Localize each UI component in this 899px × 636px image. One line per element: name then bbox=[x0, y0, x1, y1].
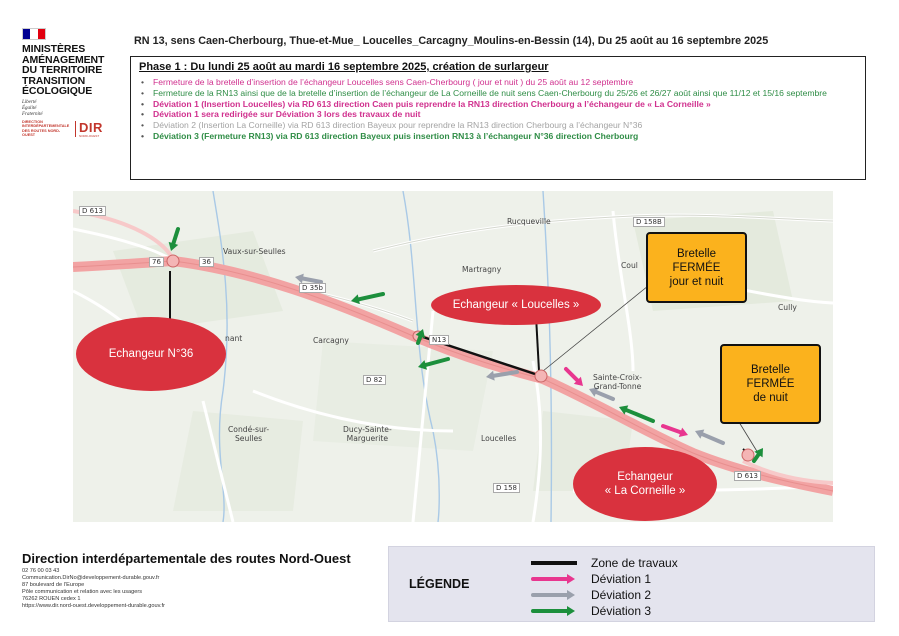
town-label-line: Seulles bbox=[234, 434, 263, 443]
legend-arrow bbox=[533, 574, 575, 584]
callout-corneille-line: Echangeur bbox=[617, 471, 673, 483]
closure-line: Bretelle bbox=[677, 247, 716, 260]
road-number: N13 bbox=[429, 335, 449, 345]
callout-loucelles: Echangeur « Loucelles » bbox=[431, 285, 601, 325]
dir-mark: DIR bbox=[79, 119, 103, 135]
bullet-item: • Déviation 1 (Insertion Loucelles) via RD 613 direction Caen puis reprendre la RN13 direction Cherbourg a l’échangeur de « La Corneille » bbox=[139, 99, 857, 110]
closure-line: Bretelle bbox=[751, 364, 790, 376]
town-label bbox=[228, 425, 269, 443]
footer-contact-lines bbox=[22, 568, 372, 610]
bullet-item: • Déviation 2 (Insertion La Corneille) via RD 613 direction Bayeux pour reprendre la RN13 direction Cherbourg a l’échangeur N°36 bbox=[139, 120, 857, 131]
deviation-3-arrow-icon bbox=[529, 604, 579, 618]
bullet-item: • Fermeture de la bretelle d’insertion de l’échangeur Loucelles sens Caen-Cherbourg ( jour et nuit ) du 25 août au 12 septembre bbox=[139, 77, 857, 88]
legend-label: Zone de travaux bbox=[591, 556, 678, 570]
callout-corneille bbox=[573, 447, 717, 521]
road-number: D 82 bbox=[363, 375, 386, 385]
dir-logo bbox=[22, 120, 132, 139]
closure-box-night bbox=[720, 344, 821, 424]
flag-white bbox=[30, 29, 37, 39]
ministry-line: TRANSITION bbox=[22, 74, 86, 87]
road-number: D 158 bbox=[493, 483, 520, 493]
legend-item-dev2 bbox=[529, 587, 651, 603]
bullet-item: • Fermeture de la RN13 ainsi que de la bretelle d’insertion de l’échangeur de La Corneille de nuit sens Caen-Cherbourg du 25/26 et 26/27 août ainsi que 11/12 et 15/16 septembre bbox=[139, 88, 857, 99]
dir-line: DIRECTION bbox=[22, 119, 43, 124]
page-title: RN 13, sens Caen-Cherbourg, Thue-et-Mue_ Loucelles_Carcagny_Moulins-en-Bessin (14), Du 25 août au 16 septembre 2025 bbox=[134, 35, 769, 47]
town-label: Coul bbox=[621, 261, 638, 270]
ministry-line: MINISTÈRES bbox=[22, 43, 86, 55]
road-number: 76 bbox=[149, 257, 164, 267]
closure-line: FERMÉE bbox=[672, 261, 721, 274]
republic-motto bbox=[22, 100, 132, 118]
legend-arrow bbox=[533, 590, 575, 600]
phase-box bbox=[130, 56, 866, 180]
legend-label: Déviation 2 bbox=[591, 588, 652, 602]
dir-line: INTERDÉPARTEMENTALE bbox=[22, 124, 70, 129]
town-label-line: Sainte-Croix- bbox=[593, 373, 643, 382]
town-label bbox=[343, 425, 392, 443]
town-label bbox=[593, 373, 642, 391]
legend bbox=[388, 546, 875, 622]
road-number: D 35b bbox=[299, 283, 326, 293]
bullet-item: • Déviation 1 sera redirigée sur Déviation 3 lors des travaux de nuit bbox=[139, 109, 857, 120]
closure-line: de nuit bbox=[753, 392, 788, 404]
ministry-line: AMÉNAGEMENT bbox=[22, 53, 105, 66]
contact-website[interactable]: https://www.dir.nord-ouest.developpement-durable.gouv.fr bbox=[22, 603, 165, 609]
french-flag-icon bbox=[22, 28, 46, 40]
town-label: Martragny bbox=[462, 265, 502, 274]
interchange-loucelles-icon bbox=[535, 370, 547, 382]
contact-phone: 02 76 00 03 43 bbox=[22, 568, 60, 574]
bullet-item: • Déviation 3 (Fermeture RN13) via RD 613 direction Bayeux puis insertion RN13 à l’échangeur N°36 direction Cherbourg bbox=[139, 131, 857, 142]
phase-bullets bbox=[139, 77, 857, 142]
town-label-line: Condé-sur- bbox=[228, 425, 270, 434]
legend-title: LÉGENDE bbox=[409, 577, 470, 591]
flag-blue bbox=[23, 29, 30, 39]
footer-contact bbox=[22, 551, 372, 610]
flag-red bbox=[38, 29, 45, 39]
legend-item-dev1 bbox=[529, 571, 651, 587]
closure-line: FERMÉE bbox=[746, 378, 795, 390]
ministry-line: DU TERRITOIRE bbox=[22, 64, 103, 76]
dir-separator bbox=[75, 121, 76, 137]
contact-city: 76262 ROUEN cedex 1 bbox=[22, 596, 81, 602]
phase-title: Phase 1 : Du lundi 25 août au mardi 16 septembre 2025, création de surlargeur bbox=[139, 61, 549, 73]
ministry-line: ÉCOLOGIQUE bbox=[22, 85, 93, 97]
work-zone-swatch-icon bbox=[529, 556, 579, 570]
motto-line: Fraternité bbox=[22, 111, 43, 117]
interchange-n36-icon bbox=[167, 255, 179, 267]
legend-label: Déviation 1 bbox=[591, 572, 652, 586]
legend-label: Déviation 3 bbox=[591, 604, 652, 618]
contact-service: Pôle communication et relation avec les usagers bbox=[22, 589, 143, 595]
town-label: Loucelles bbox=[481, 434, 517, 443]
callout-n36: Echangeur N°36 bbox=[76, 317, 226, 391]
legend-item-dev3 bbox=[529, 603, 651, 619]
dir-small-text bbox=[22, 120, 72, 138]
town-label: Vaux-sur-Seulles bbox=[223, 247, 286, 256]
legend-item-work bbox=[529, 555, 678, 571]
footer-direction-title: Direction interdépartementale des routes Nord-Ouest bbox=[22, 551, 351, 566]
deviation-2-arrow-icon bbox=[529, 588, 579, 602]
town-label: Carcagny bbox=[313, 336, 349, 345]
closure-box-day-night bbox=[646, 232, 747, 303]
callout-corneille-line: « La Corneille » bbox=[604, 485, 686, 497]
road-number: 36 bbox=[199, 257, 214, 267]
dir-line: DES ROUTES NORD-OUEST bbox=[22, 128, 61, 138]
contact-email[interactable]: Communication.DirNo@developpement-durable.gouv.fr bbox=[22, 575, 160, 581]
town-label: nant bbox=[225, 334, 243, 343]
road-number: D 158B bbox=[633, 217, 665, 227]
town-label-line: Ducy-Sainte- bbox=[343, 425, 392, 434]
motto-line: Liberté bbox=[22, 99, 37, 105]
motto-line: Égalité bbox=[22, 105, 37, 111]
deviation-1-arrow-icon bbox=[529, 572, 579, 586]
contact-address: 87 boulevard de l’Europe bbox=[22, 582, 85, 588]
town-label-line: Grand-Tonne bbox=[593, 382, 642, 391]
interchange-corneille-icon bbox=[742, 449, 754, 461]
map bbox=[73, 191, 833, 522]
ministry-logo bbox=[22, 28, 132, 138]
town-label-line: Marguerite bbox=[346, 434, 389, 443]
ministry-name bbox=[22, 44, 132, 97]
road-number: D 613 bbox=[79, 206, 106, 216]
dir-mark-sub: NORD-OUEST bbox=[79, 133, 100, 138]
town-label: Rucqueville bbox=[507, 217, 551, 226]
legend-arrow bbox=[533, 606, 575, 616]
closure-line: jour et nuit bbox=[669, 275, 724, 288]
town-label: Cully bbox=[778, 303, 797, 312]
road-number: D 613 bbox=[734, 471, 761, 481]
